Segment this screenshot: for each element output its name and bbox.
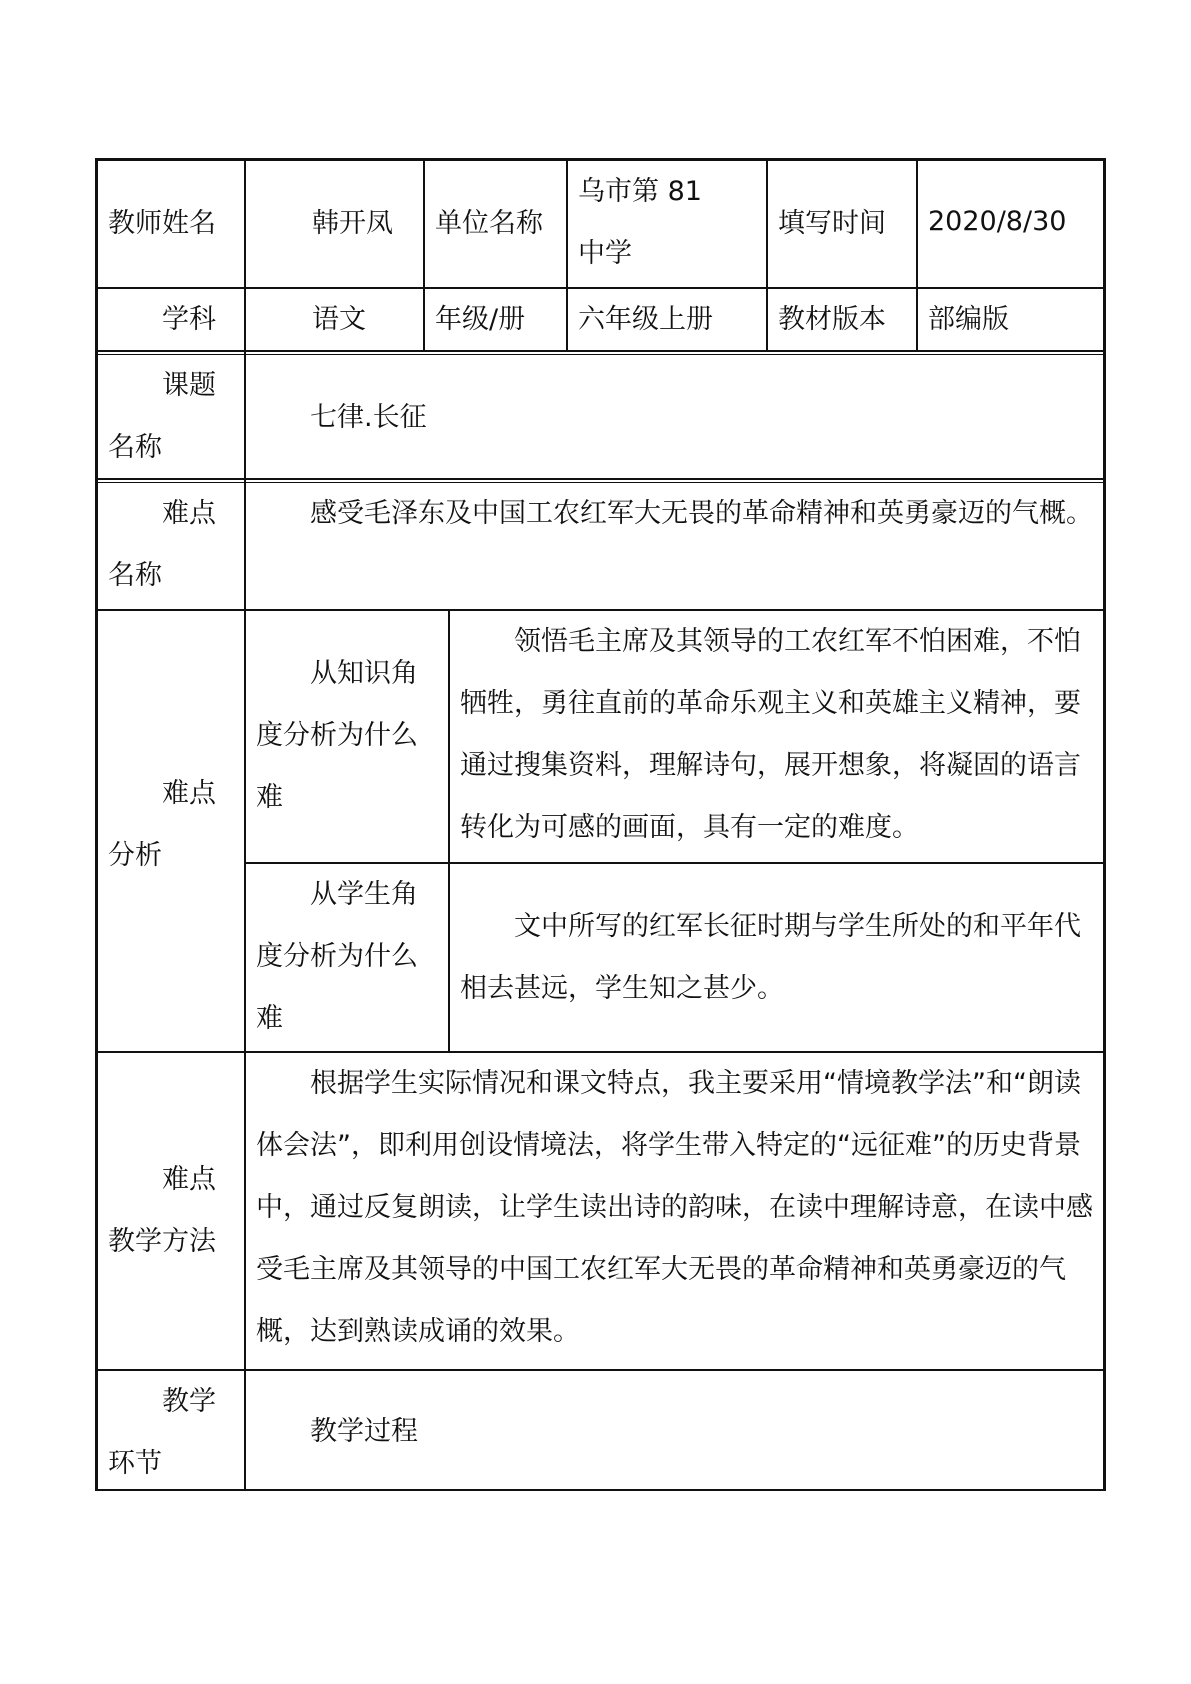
knowledge-value: 领悟毛主席及其领导的工农红军不怕困难，不怕牺牲，勇往直前的革命乐观主义和英雄主义精神，要通过搜集资料，理解诗句，展开想象，将凝固的语言转化为可感的画面，具有一定的难度。 — [460, 626, 1081, 843]
student-label: 从学生角度分析为什么难 — [256, 879, 418, 1034]
student-value: 文中所写的红军长征时期与学生所处的和平年代相去甚远，学生知之甚少。 — [460, 911, 1081, 1004]
method-label: 难点教学方法 — [108, 1164, 216, 1257]
unit-value: 乌市第 81 中学 — [578, 176, 702, 269]
table-border-bottom — [95, 1489, 1106, 1491]
date-value: 2020/8/30 — [928, 206, 1067, 237]
edition-value: 部编版 — [928, 304, 1009, 335]
subject-label: 学科 — [162, 304, 216, 335]
row-divider — [95, 478, 1106, 480]
grade-value: 六年级上册 — [578, 304, 713, 335]
topic-value: 七律.长征 — [310, 402, 427, 433]
subject-value: 语文 — [312, 304, 366, 335]
knowledge-label: 从知识角度分析为什么难 — [256, 658, 418, 813]
process-label: 教学环节 — [108, 1386, 216, 1479]
teacher-name-value: 韩开凤 — [312, 208, 393, 239]
method-value: 根据学生实际情况和课文特点，我主要采用“情境教学法”和“朗读体会法”，即利用创设情境法，将学生带入特定的“远征难”的历史背景中，通过反复朗读，让学生读出诗的韵味，在读中理解诗意，在读中感受毛主席及其领导的中国工农红军大无畏的革命精神和英勇豪迈的气概，达到熟读成诵的效果。 — [256, 1068, 1093, 1347]
process-value: 教学过程 — [310, 1416, 418, 1447]
table-border-right — [1103, 158, 1106, 1489]
grade-label: 年级/册 — [435, 304, 526, 335]
edition-label: 教材版本 — [778, 304, 886, 335]
topic-label: 课题名称 — [108, 370, 216, 463]
analysis-label: 难点分析 — [108, 778, 216, 871]
difficulty-value: 感受毛泽东及中国工农红军大无畏的革命精神和英勇豪迈的气概。 — [310, 498, 1093, 529]
teacher-name-label: 教师姓名 — [108, 208, 216, 239]
date-label: 填写时间 — [778, 208, 886, 239]
unit-label: 单位名称 — [435, 208, 543, 239]
row-divider — [95, 350, 1106, 352]
difficulty-label: 难点名称 — [108, 498, 216, 591]
